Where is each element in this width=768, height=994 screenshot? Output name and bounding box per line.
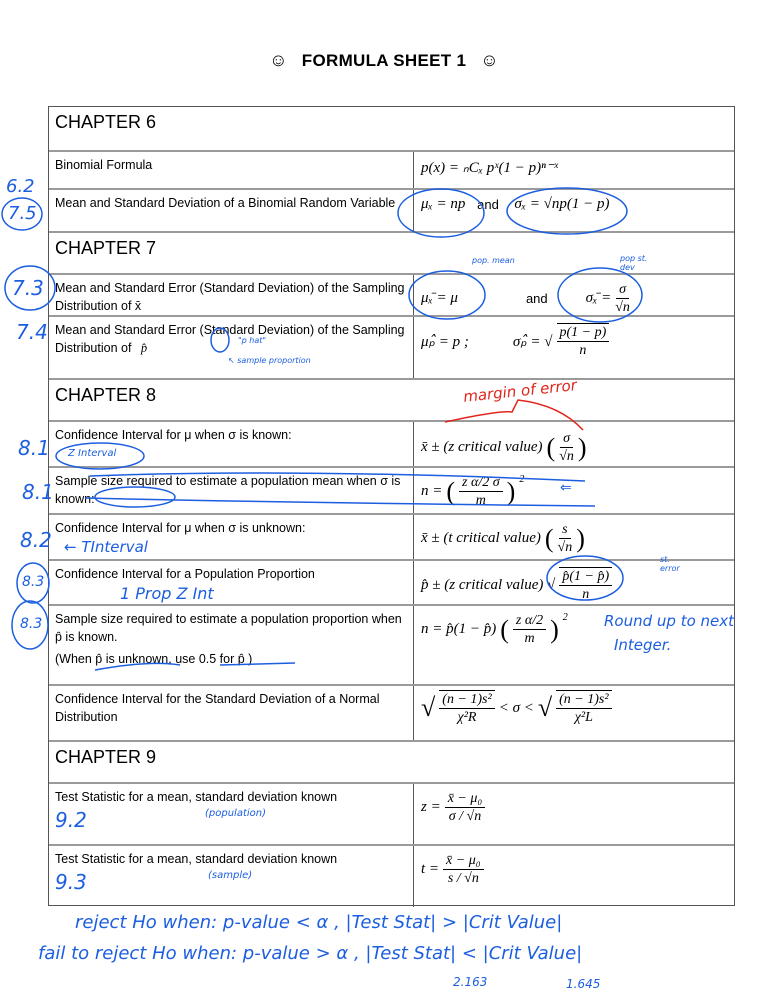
numerator: σ	[560, 430, 573, 448]
annotation-1-prop-z-int: 1 Prop Z Int	[120, 584, 214, 603]
formula-lhs: n =	[421, 483, 443, 499]
formula-sd: σₓ = √np(1 − p)	[514, 196, 610, 212]
fraction	[559, 567, 612, 603]
annotation-8-2: 8.2	[20, 528, 52, 552]
row-binomial-mean-sd	[49, 188, 734, 231]
row-label: Test Statistic for a mean, standard deviation known	[55, 790, 338, 804]
formula: x̄ ± (t critical value) ( $\frac{s}{√n}$ )	[421, 522, 585, 555]
formula-lhs: z =	[421, 799, 441, 815]
chapter-title: CHAPTER 8	[55, 385, 157, 405]
annotation-6-2: 6.2	[6, 176, 35, 197]
fraction	[615, 281, 630, 316]
annotation-7-4: 7.4	[16, 320, 48, 344]
fraction	[513, 612, 546, 647]
formula: x̄ ± (z critical value) ( $\frac{\sigma}{√n}$ )	[421, 431, 587, 464]
annotation-sample-proportion: ↖ sample proportion	[228, 356, 311, 365]
formula: n = ( $\frac{\text{z α/2 σ}}{m}$ ) $^2$	[421, 474, 525, 508]
numerator: s	[559, 521, 570, 539]
denominator: m	[475, 493, 486, 508]
smiley-icon: ☺	[480, 50, 499, 70]
row-ci-sd	[49, 684, 734, 740]
fraction	[559, 430, 574, 465]
annotation-value-2-163: 2.163	[453, 975, 488, 989]
formula-lhs: x̄ ± (t critical value)	[421, 530, 541, 546]
fraction	[556, 690, 611, 726]
page-title	[0, 50, 768, 71]
row-label	[55, 610, 410, 668]
denominator: χ²R	[457, 710, 477, 725]
denominator: √n	[615, 300, 630, 315]
arrow-left-icon: ⇐	[560, 480, 572, 496]
row-label: Confidence Interval for μ when σ is unknown:	[55, 521, 306, 535]
annotation-8-3b: 8.3	[20, 616, 43, 632]
formula: √ $\frac{\text{(n − 1)s²}}{\text{χ²R}}$ < σ < √ $\frac{\text{(n − 1)s²}}{\text{χ²L}}$	[421, 690, 612, 726]
formula-sd: σₚ̂ = √	[512, 333, 553, 350]
row-label: Test Statistic for a mean, standard deviation known	[55, 852, 338, 866]
denominator: √n	[557, 540, 573, 555]
row-phat-distribution	[49, 315, 734, 378]
phat-symbol: p̂	[140, 341, 148, 355]
formula	[421, 323, 609, 359]
annotation-7-3: 7.3	[12, 276, 44, 300]
annotation-9-3: 9.3	[55, 870, 87, 894]
numerator: x̄ − μ₀	[445, 790, 486, 808]
annotation-p-hat: "p hat"	[238, 336, 267, 345]
formula-sd: σₓ̄ =	[585, 290, 612, 306]
annotation-8-1b: 8.1	[22, 480, 54, 504]
formula: p(x) = ₙCₓ pˣ(1 − p)ⁿ⁻ˣ	[421, 160, 558, 176]
formula-lhs: x̄ ± (z critical value)	[421, 439, 543, 455]
formula-lhs: p̂ ± (z critical value) √	[421, 576, 556, 593]
annotation-integer: Integer.	[614, 636, 672, 654]
formula	[421, 790, 485, 825]
annotation-7-5: 7.5	[8, 203, 37, 224]
label-note: (When p̂ is unknown, use 0.5 for p̂ )	[55, 652, 253, 666]
formula-mean: μₚ̂ = p ;	[421, 333, 469, 350]
row-label: Binomial Formula	[55, 158, 153, 172]
annotation-st-error: st. error	[660, 555, 680, 573]
formula-mean: μₓ = np	[421, 196, 466, 212]
inequality: < σ <	[498, 699, 534, 716]
formula	[421, 852, 484, 887]
formula: n = p̂(1 − p̂) ( $\frac{\text{z α/2}}{m}$ ) $^2$	[421, 612, 568, 646]
numerator: z α/2 σ	[459, 474, 503, 492]
fraction	[557, 323, 610, 359]
fraction	[439, 690, 494, 726]
row-test-stat-t	[49, 844, 734, 907]
formula	[421, 281, 630, 316]
denominator: σ / √n	[448, 809, 482, 824]
row-xbar-distribution	[49, 273, 734, 315]
formula-lhs: t =	[421, 861, 440, 877]
row-label: Sample size required to estimate a population mean when σ is known:	[55, 474, 401, 506]
formula-mean: μₓ̄ = μ	[421, 290, 458, 306]
annotation-pop-sd: pop st. dev	[620, 254, 648, 272]
numerator: p(1 − p)	[557, 324, 610, 342]
fraction	[443, 852, 484, 887]
label-text: Mean and Standard Error (Standard Deviation) of the Sampling Distribution of	[55, 323, 405, 355]
denominator: n	[582, 587, 590, 602]
chapter-6-header	[49, 107, 734, 150]
row-binomial	[49, 150, 734, 188]
annotation-t-interval: ← TInterval	[64, 538, 148, 556]
label-text: Sample size required to estimate a population proportion when p̂ is known.	[55, 612, 402, 644]
title-text: FORMULA SHEET 1	[301, 51, 467, 70]
row-label: Confidence Interval for the Standard Deviation of a Normal Distribution	[55, 692, 380, 724]
annotation-8-1: 8.1	[18, 436, 50, 460]
numerator: σ	[616, 281, 629, 299]
formula-lhs: n = p̂(1 − p̂)	[421, 621, 497, 637]
annotation-9-2: 9.2	[55, 808, 87, 832]
fraction	[459, 474, 503, 509]
denominator: s / √n	[447, 871, 479, 886]
row-label: Mean and Standard Deviation of a Binomial Random Variable	[55, 196, 396, 210]
annotation-reject-rule: reject Ho when: p-value < α , |Test Stat| > |Crit Value|	[75, 912, 563, 933]
annotation-8-3: 8.3	[22, 574, 45, 590]
numerator: (n − 1)s²	[439, 691, 494, 709]
annotation-sample: (sample)	[208, 870, 253, 881]
row-test-stat-z	[49, 782, 734, 844]
denominator: m	[524, 631, 535, 646]
numerator: p̂(1 − p̂)	[559, 568, 612, 586]
annotation-population: (population)	[205, 808, 267, 819]
denominator: χ²L	[574, 710, 593, 725]
row-ci-z	[49, 420, 734, 466]
denominator: n	[579, 343, 587, 358]
formula	[421, 567, 612, 603]
annotation-fail-to-reject-rule: fail to reject Ho when: p-value > α , |Test Stat| < |Crit Value|	[38, 943, 583, 964]
annotation-round-up: Round up to next	[604, 612, 735, 630]
fraction	[558, 521, 573, 556]
numerator: z α/2	[513, 612, 546, 630]
annotation-value-1-645: 1.645	[566, 977, 601, 991]
row-label: Confidence Interval for μ when σ is known:	[55, 428, 292, 442]
numerator: x̄ − μ₀	[443, 852, 484, 870]
chapter-title: CHAPTER 7	[55, 238, 157, 258]
chapter-title: CHAPTER 9	[55, 747, 157, 767]
denominator: √n	[559, 449, 574, 464]
and-text: and	[525, 291, 548, 306]
formula-table	[48, 106, 735, 906]
and-text: and	[477, 197, 499, 212]
row-label: Confidence Interval for a Population Proportion	[55, 567, 315, 581]
row-label	[55, 321, 410, 357]
chapter-9-header	[49, 740, 734, 782]
row-label: Mean and Standard Error (Standard Deviation) of the Sampling Distribution of x̄	[55, 281, 405, 313]
formula	[421, 196, 610, 213]
annotation-margin-of-error: margin of error	[462, 376, 578, 406]
chapter-title: CHAPTER 6	[55, 112, 157, 132]
exponent: 2	[519, 474, 525, 485]
annotation-pop-mean: pop. mean	[472, 256, 515, 265]
fraction	[445, 790, 486, 825]
exponent: 2	[562, 612, 568, 623]
smiley-icon: ☺	[269, 50, 288, 70]
numerator: (n − 1)s²	[556, 691, 611, 709]
chapter-8-header	[49, 378, 734, 420]
row-sample-size-mean	[49, 466, 734, 513]
row-ci-t	[49, 513, 734, 559]
annotation-z-interval: Z Interval	[68, 448, 117, 459]
